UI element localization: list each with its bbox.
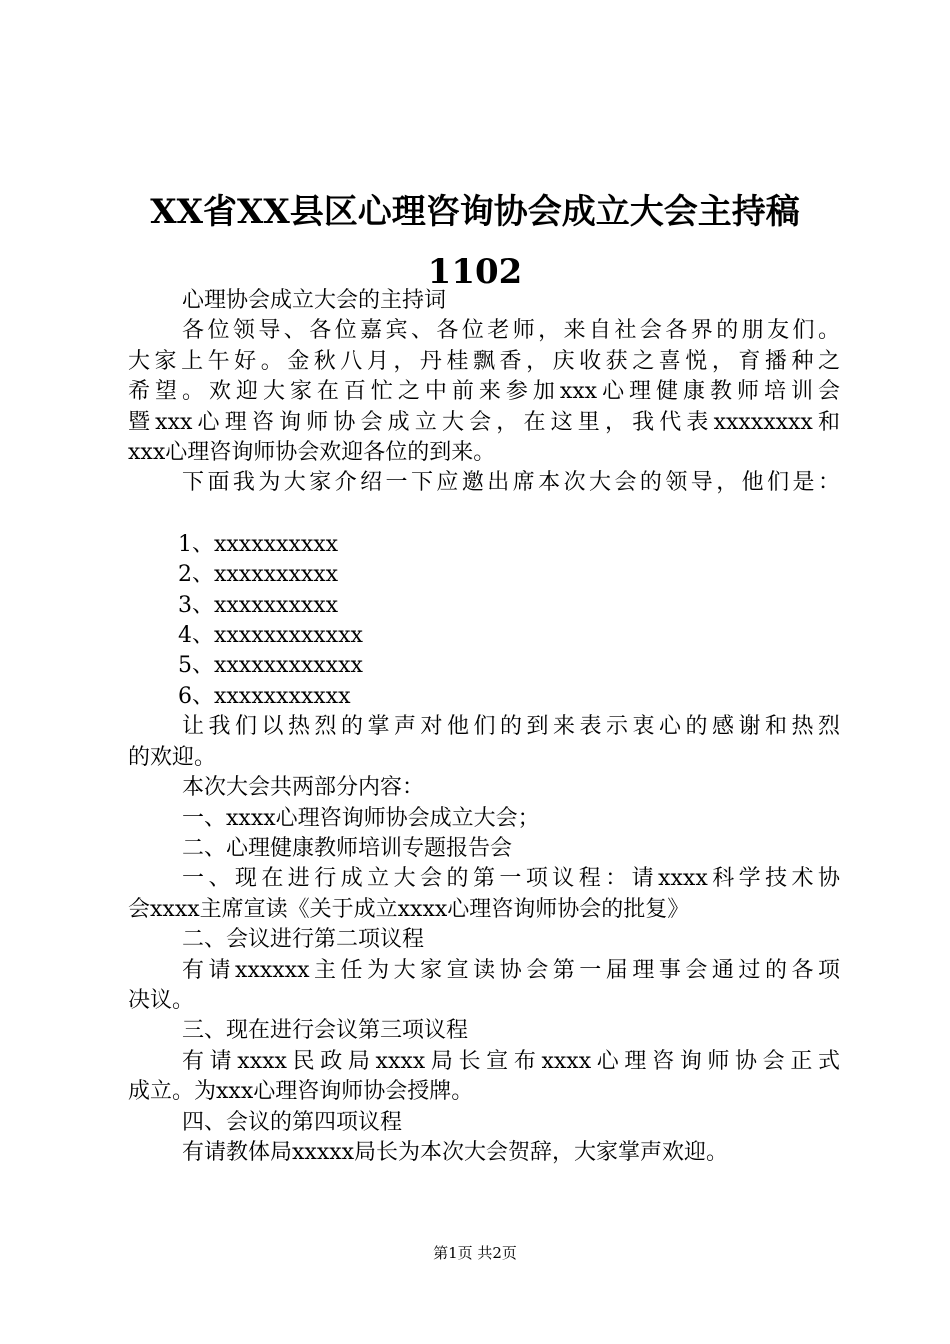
agenda-line: 有请xxxxxx主任为大家宣读协会第一届理事会通过的各项 bbox=[182, 957, 840, 983]
paragraph-line: 暨xxx心理咨询师协会成立大会，在这里，我代表xxxxxxxx和 bbox=[128, 409, 840, 435]
agenda-heading: 三、现在进行会议第三项议程 bbox=[182, 1018, 469, 1044]
agenda-line: 一、现在进行成立大会的第一项议程：请xxxx科学技术协 bbox=[182, 866, 840, 892]
document-title-number: 1102 bbox=[427, 252, 523, 292]
applause-line: 的欢迎。 bbox=[128, 744, 217, 770]
paragraph-line: 大家上午好。金秋八月，丹桂飘香，庆收获之喜悦，育播种之 bbox=[128, 348, 840, 374]
leader-item: 4、xxxxxxxxxxxx bbox=[178, 623, 363, 649]
agenda-line: 会xxxx主席宣读《关于成立xxxx心理咨询师协会的批复》 bbox=[128, 896, 690, 922]
part-item: 二、心理健康教师培训专题报告会 bbox=[182, 835, 513, 861]
leaders-intro: 下面我为大家介绍一下应邀出席本次大会的领导，他们是： bbox=[182, 470, 840, 496]
subtitle: 心理协会成立大会的主持词 bbox=[182, 288, 447, 313]
part-item: 一、xxxx心理咨询师协会成立大会； bbox=[182, 805, 540, 831]
document-body bbox=[128, 286, 840, 1168]
paragraph-line: xxx心理咨询师协会欢迎各位的到来。 bbox=[128, 440, 496, 466]
agenda-heading: 四、会议的第四项议程 bbox=[182, 1109, 403, 1135]
agenda-line: 有请教体局xxxxx局长为本次大会贺辞，大家掌声欢迎。 bbox=[182, 1139, 729, 1165]
leader-item: 1、xxxxxxxxxx bbox=[178, 531, 339, 557]
page-footer: 第1页 共2页 bbox=[433, 1244, 517, 1262]
document-title: XX省XX县区心理咨询协会成立大会主持稿 bbox=[150, 192, 800, 232]
leader-item: 5、xxxxxxxxxxxx bbox=[178, 653, 363, 679]
agenda-line: 决议。 bbox=[128, 987, 195, 1013]
agenda-line: 成立。为xxx心理咨询师协会授牌。 bbox=[128, 1079, 474, 1105]
agenda-heading: 二、会议进行第二项议程 bbox=[182, 927, 425, 953]
paragraph-line: 各位领导、各位嘉宾、各位老师，来自社会各界的朋友们。 bbox=[182, 318, 840, 344]
parts-intro: 本次大会共两部分内容： bbox=[182, 775, 425, 801]
applause-line: 让我们以热烈的掌声对他们的到来表示衷心的感谢和热烈 bbox=[182, 714, 840, 740]
leader-item: 2、xxxxxxxxxx bbox=[178, 562, 339, 588]
leader-item: 3、xxxxxxxxxx bbox=[178, 592, 339, 618]
spacer bbox=[128, 499, 840, 530]
paragraph-line: 希望。欢迎大家在百忙之中前来参加xxx心理健康教师培训会 bbox=[128, 379, 840, 405]
agenda-line: 有请xxxx民政局xxxx局长宣布xxxx心理咨询师协会正式 bbox=[182, 1048, 840, 1074]
leader-item: 6、xxxxxxxxxxx bbox=[178, 683, 351, 709]
